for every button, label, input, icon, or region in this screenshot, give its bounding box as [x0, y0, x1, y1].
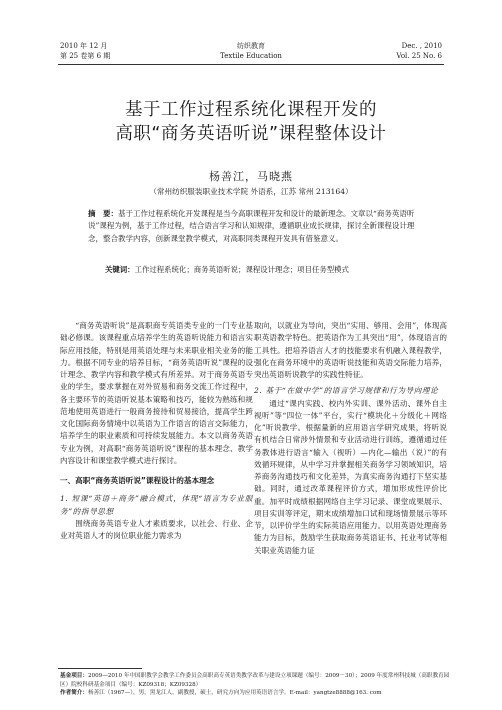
- subsection-heading-1: 1. 短课“英语＋商务”融合模式，体现“语言为专业服务”的指导思想: [60, 494, 253, 516]
- intro-paragraph: “商务英语听说”是高职商专英语类专业的一门专业基础必修课。该课程重点培养学生的英语听说能力和语言实际应用技能，特别是用英语处理与未来职业相关业务的能力。根据不同专业的培养目标，“商务英语听说”课程的设计理念、教学内容和教学模式有所差异。对于商务英语专业的学生，要求掌握在对外贸易和商务交流工作过程中，各主要环节的英语听说基本策略和技巧，能较为熟练和规范地使用英语进行一般商务接待和贸易接洽，提高学生跨文化国际商务情境中以英语为工作语言的语言交际能力，培养学生的职业素质和可持续发展能力。本文以商务英语专业为例，对高职“商务英语听说”课程的基本理念、教学内容设计和课堂教学模式进行探讨。: [60, 321, 253, 465]
- right-paragraph-2: 通过“课内实践、校内外实训、课外活动、课外自主视听”等“四位一体”平台，实行“模块化＋分级化＋网络化”听说教学。根据量新的应用语言学研究成果，将听说有机结合日常涉外情景和专业活动进行训练，遵循通过任务教体进行语言“输入（视听）—内化—输出（说）”的有效循环规律，从中学习并掌握相关商务学习领域知识，培养商务沟通技巧和文化差异，为真实商务沟通打下坚实基础。同时，通过改革课程评价方式，增加形成性评价比重。加平时成绩根据网络自主学习记录、课堂成果展示、项目实训等评定，期末成绩增加口试和现场情景展示等环节，以评价学生的实际英语应用能力。以用英语处理商务能力为目标，鼓励学生获取商务英语证书、托业考试等相关职业英语能力证: [254, 398, 447, 555]
- fund-text: 2009—2010 年中国职教学会教学工作委员会高职高专英语类教学改革与建设立项课题（编号：2009－30）；2009 年度常州科技城（高职教育园区）院校科研基金项目（编号：KZ09318；KZ09328）: [60, 673, 450, 688]
- left-column: [60, 320, 253, 542]
- volume-issue-en: Vol. 25 No. 6: [396, 52, 442, 60]
- journal-header-right: [396, 41, 442, 61]
- footnote-rule: [58, 668, 142, 669]
- right-column: [254, 320, 447, 557]
- section-heading-1: 一、高职“商务英语听说”课程设计的基本理念: [60, 476, 215, 485]
- volume-issue-cn: 第 25 卷第 6 期: [60, 52, 111, 60]
- keywords: [105, 264, 425, 275]
- title-line-2: 高职“商务英语听说”课程整体设计: [115, 124, 387, 144]
- title-line-1: 基于工作过程系统化课程开发的: [125, 100, 377, 120]
- keywords-label: 关键词：: [105, 265, 135, 274]
- fund-label: 基金项目：: [60, 673, 88, 679]
- footnote: [60, 672, 450, 698]
- author-note: [60, 689, 450, 698]
- abstract-label: 摘 要：: [88, 209, 118, 218]
- right-paragraph-1: 取向，以就业为导向，突出“实用、够用、会用”，体现高职英语教学特色。把英语作为工具突出“用”，体现语言的工具性。把培养语言人才的技能要求有机融入课程教学，强化在商务环境中的英语听说技能和英语交际能力培养，突出英语听说教学的实践性特征。: [254, 321, 447, 379]
- author-label: 作者简介：: [60, 690, 88, 696]
- author-text: 杨善江（1967—），男，黑龙江人，副教授，硕士，研究方向为应用英语语言学。E-mail：yangtze8888@163. com: [87, 690, 382, 696]
- journal-name-cn: 纺织教育: [237, 42, 265, 50]
- affiliation: （常州纺织服装职业技术学院 外语系，江苏 常州 213164）: [149, 187, 353, 196]
- keywords-text: 工作过程系统化；商务英语听说；课程设计理念；项目任务型模式: [134, 265, 349, 274]
- journal-name-en: Textile Education: [220, 52, 282, 60]
- paper-title: [0, 98, 502, 146]
- left-paragraph-end: 围绕商务英语专业人才素质要求，以社会、行业、企业对英语人才的岗位职业能力需求为: [60, 518, 253, 540]
- authors: 杨善江，马晓燕: [209, 170, 293, 183]
- subsection-heading-2: 2. 基于“在做中学”的语言学习规律和行为导向理论: [254, 386, 439, 396]
- issue-date: 2010 年 12 月: [60, 42, 108, 50]
- abstract: [88, 208, 418, 245]
- fund-note: [60, 672, 450, 689]
- header-rule: [58, 64, 444, 65]
- abstract-text: 基于工作过程系统化开发课程是当今高职课程开发和设计的最新理念。文章以“商务英语听说”课程为例，基于工作过程，结合语言学习和认知规律，遵循职业成长规律，探讨全新课程设计理念，整合教学内容，创新课堂教学模式，对高职同类课程开发具有借鉴意义。: [88, 209, 415, 243]
- issue-date-en: Dec. , 2010: [401, 42, 442, 50]
